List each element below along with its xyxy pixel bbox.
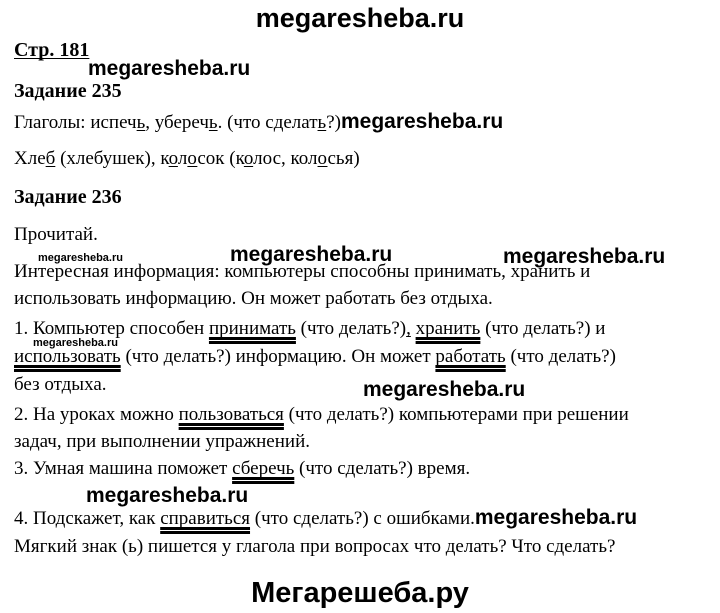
- text-segment: 1. Компьютер способен: [14, 318, 209, 339]
- intro-line-1: Интересная информация: компьютеры способны принимать, хранить и: [14, 261, 591, 282]
- text-segment: (что делать?): [505, 346, 616, 367]
- site-watermark-mid: megaresheba.ru: [363, 378, 526, 401]
- site-watermark-right: megaresheba.ru: [503, 245, 666, 268]
- item2-line-2: задач, при выполнении упражнений.: [14, 431, 310, 452]
- watermark-inline: megaresheba.ru: [474, 506, 638, 529]
- text-segment: сья): [327, 148, 360, 169]
- item1-line-2: [14, 346, 616, 368]
- text-segment: (что делать?) и: [480, 318, 606, 339]
- text-segment: пользоваться: [178, 404, 284, 425]
- text-segment: работать: [435, 346, 506, 367]
- site-watermark-small-2: megaresheba.ru: [33, 337, 118, 349]
- item1-line-3: без отдыха.: [14, 374, 107, 395]
- text-segment: 3. Умная машина поможет: [14, 458, 233, 479]
- text-segment: о: [168, 148, 178, 169]
- text-segment: лос, кол: [253, 148, 318, 169]
- intro-line-2: использовать информацию. Он может работать без отдыха.: [14, 288, 493, 309]
- site-watermark-item3: megaresheba.ru: [86, 484, 249, 507]
- text-segment: 4. Подскажет, как: [14, 508, 161, 529]
- task-235-heading: Задание 235: [14, 80, 122, 102]
- text-segment: ь: [317, 112, 327, 133]
- conclusion-line: Мягкий знак (ь) пишется у глагола при вопросах что делать? Что сделать?: [14, 536, 616, 557]
- site-watermark-top: megaresheba.ru: [255, 3, 465, 33]
- text-segment: (что сделать?) время.: [294, 458, 471, 479]
- text-segment: ь: [136, 112, 146, 133]
- site-watermark-header: megaresheba.ru: [88, 57, 251, 80]
- text-segment: . (что сделат: [217, 112, 318, 133]
- text-segment: (что делать?) компьютерами при решении: [283, 404, 629, 425]
- page-label: Стр. 181: [14, 39, 90, 61]
- text-segment: о: [187, 148, 198, 169]
- hleb-line: [14, 148, 360, 170]
- text-segment: ?): [326, 112, 341, 133]
- text-segment: ь: [208, 112, 218, 133]
- text-segment: (хлебушек), к: [55, 148, 169, 169]
- text-segment: хранить: [415, 318, 481, 339]
- text-segment: принимать: [208, 318, 296, 339]
- task-236-heading: Задание 236: [14, 186, 122, 208]
- text-segment: , убереч: [145, 112, 209, 133]
- text-segment: 2. На уроках можно: [14, 404, 179, 425]
- text-segment: (что сделать?) с ошибками.: [250, 508, 475, 529]
- item3-line: [14, 458, 470, 480]
- text-segment: справиться: [160, 508, 251, 529]
- text-segment: л: [177, 148, 188, 169]
- glagoly-line: [14, 111, 503, 134]
- text-segment: (что делать?): [295, 318, 407, 339]
- text-segment: использовать: [14, 346, 121, 367]
- site-watermark-center: megaresheba.ru: [230, 243, 393, 266]
- text-segment: о: [317, 148, 328, 169]
- item2-line-1: [14, 404, 629, 426]
- item4-line: [14, 507, 637, 530]
- text-segment: б: [45, 148, 56, 169]
- text-segment: (что делать?) информацию. Он может: [120, 346, 436, 367]
- site-watermark-small-1: megaresheba.ru: [38, 252, 123, 264]
- text-segment: Глаголы: испеч: [14, 112, 137, 133]
- watermark-inline: megaresheba.ru: [340, 110, 504, 133]
- text-segment: ,: [406, 318, 411, 339]
- text-segment: сок (к: [197, 148, 244, 169]
- text-segment: Хле: [14, 148, 46, 169]
- prochitaj-line: Прочитай.: [14, 224, 98, 245]
- text-segment: о: [243, 148, 254, 169]
- text-segment: сберечь: [232, 458, 295, 479]
- site-brand-footer: Мегарешеба.ру: [251, 577, 469, 609]
